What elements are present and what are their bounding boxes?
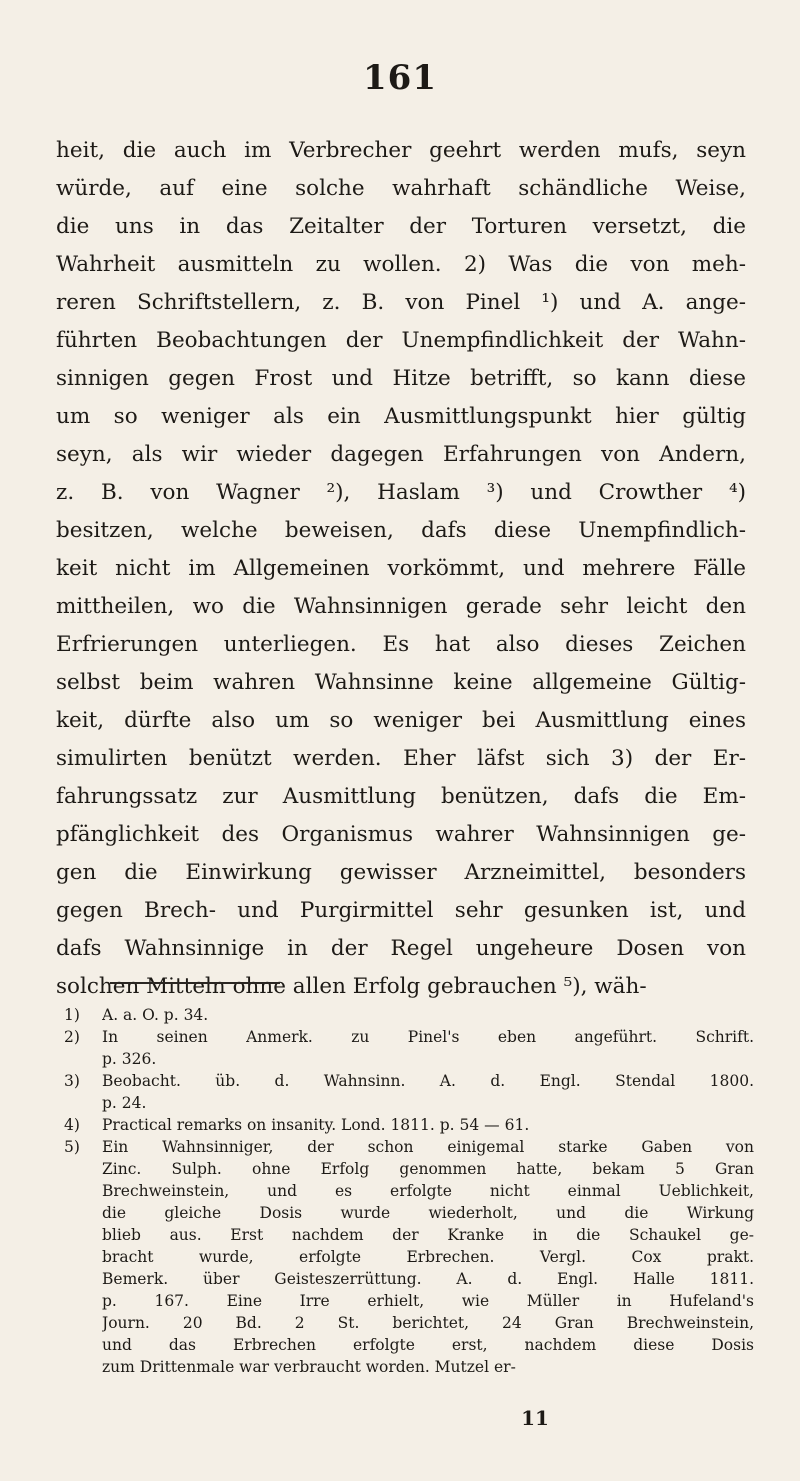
footnote-line: p. 167. Eine Irre erhielt, wie Müller in Hufeland's — [102, 1292, 754, 1310]
footnote-line: A. a. O. p. 34. — [102, 1006, 209, 1024]
footnote-line: und das Erbrechen erfolgte erst, nachdem diese Dosis — [102, 1336, 754, 1354]
footnote-number: 3) — [64, 1072, 80, 1090]
body-line: Wahrheit ausmitteln zu wollen. 2) Was die von meh- — [56, 252, 746, 277]
footnote-line: Brechweinstein, und es erfolgte nicht einmal Ueblichkeit, — [102, 1182, 754, 1200]
footnote-line: bracht wurde, erfolgte Erbrechen. Vergl. Cox prakt. — [102, 1248, 754, 1266]
body-line: besitzen, welche beweisen, dafs diese Unempfindlich- — [56, 518, 746, 543]
footnote-line: Ein Wahnsinniger, der schon einigemal starke Gaben von — [102, 1138, 754, 1156]
body-line: dafs Wahnsinnige in der Regel ungeheure Dosen von — [56, 936, 746, 961]
body-line: würde, auf eine solche wahrhaft schändliche Weise, — [56, 176, 746, 201]
footnote-line: Practical remarks on insanity. Lond. 1811. p. 54 — 61. — [102, 1116, 530, 1134]
body-line: um so weniger als ein Ausmittlungspunkt hier gültig — [56, 404, 746, 429]
footnote-5 — [64, 1136, 754, 1378]
body-line: reren Schriftstellern, z. B. von Pinel ¹) und A. ange- — [56, 290, 746, 315]
body-line: keit nicht im Allgemeinen vorkömmt, und mehrere Fälle — [56, 556, 746, 581]
body-line: führten Beobachtungen der Unempfindlichkeit der Wahn- — [56, 328, 746, 353]
footnote-line: Journ. 20 Bd. 2 St. berichtet, 24 Gran Brechweinstein, — [102, 1314, 754, 1332]
body-line: Erfrierungen unterliegen. Es hat also dieses Zeichen — [56, 632, 746, 657]
footnote-number: 2) — [64, 1028, 80, 1046]
footnote-number: 1) — [64, 1006, 80, 1024]
body-text — [56, 132, 746, 1006]
footnote-4 — [64, 1114, 754, 1136]
footnote-line: In seinen Anmerk. zu Pinel's eben angeführt. Schrift. — [102, 1028, 754, 1046]
footnotes — [64, 1004, 754, 1378]
footnote-line: zum Drittenmale war verbraucht worden. Mutzel er- — [102, 1358, 516, 1376]
footnote-1 — [64, 1004, 754, 1026]
body-line: gegen Brech- und Purgirmittel sehr gesunken ist, und — [56, 898, 746, 923]
footnote-line: p. 326. — [102, 1050, 157, 1068]
footnote-2 — [64, 1026, 754, 1070]
footnote-number: 5) — [64, 1138, 80, 1156]
body-line: keit, dürfte also um so weniger bei Ausmittlung eines — [56, 708, 746, 733]
body-line: fahrungssatz zur Ausmittlung benützen, dafs die Em- — [56, 784, 746, 809]
body-line: pfänglichkeit des Organismus wahrer Wahnsinnigen ge- — [56, 822, 746, 847]
footnote-line: Zinc. Sulph. ohne Erfolg genommen hatte, bekam 5 Gran — [102, 1160, 754, 1178]
footnote-line: Beobacht. üb. d. Wahnsinn. A. d. Engl. Stendal 1800. — [102, 1072, 754, 1090]
body-line: seyn, als wir wieder dagegen Erfahrungen von Andern, — [56, 442, 746, 467]
body-line: heit, die auch im Verbrecher geehrt werden mufs, seyn — [56, 138, 746, 163]
body-line: gen die Einwirkung gewisser Arzneimittel, besonders — [56, 860, 746, 885]
body-line: sinnigen gegen Frost und Hitze betrifft, so kann diese — [56, 366, 746, 391]
body-line: simulirten benützt werden. Eher läfst sich 3) der Er- — [56, 746, 746, 771]
body-line: die uns in das Zeitalter der Torturen versetzt, die — [56, 214, 746, 239]
body-line: z. B. von Wagner ²), Haslam ³) und Crowther ⁴) — [56, 480, 746, 505]
footnote-number: 4) — [64, 1116, 80, 1134]
signature-mark: 11 — [521, 1406, 549, 1430]
footnote-separator — [110, 982, 280, 984]
footnote-line: Bemerk. über Geisteszerrüttung. A. d. Engl. Halle 1811. — [102, 1270, 754, 1288]
body-line: selbst beim wahren Wahnsinne keine allgemeine Gültig- — [56, 670, 746, 695]
footnote-line: die gleiche Dosis wurde wiederholt, und die Wirkung — [102, 1204, 754, 1222]
footnote-line: p. 24. — [102, 1094, 147, 1112]
footnote-3 — [64, 1070, 754, 1114]
body-line: mittheilen, wo die Wahnsinnigen gerade sehr leicht den — [56, 594, 746, 619]
page-number: 161 — [363, 58, 437, 98]
footnote-line: blieb aus. Erst nachdem der Kranke in die Schaukel ge- — [102, 1226, 754, 1244]
body-line: solchen Mitteln ohne allen Erfolg gebrauchen ⁵), wäh- — [56, 974, 647, 999]
